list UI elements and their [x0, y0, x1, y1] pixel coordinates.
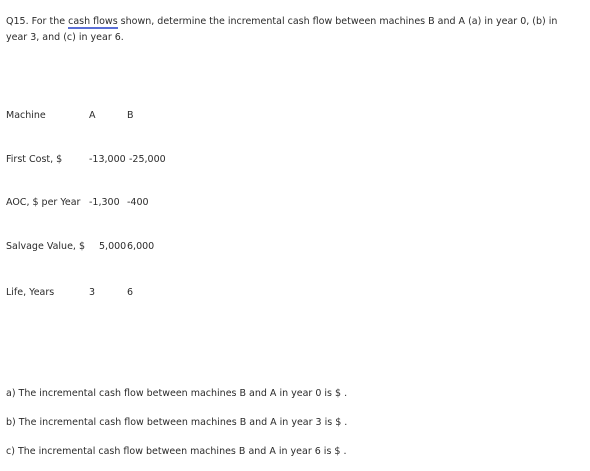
row-value-b: 6,000 — [127, 241, 155, 252]
header-machine-a: A — [89, 110, 96, 121]
row-value-a: -13,000 — [89, 154, 126, 165]
header-machine-b: B — [127, 110, 134, 121]
row-label: Salvage Value, $ — [6, 241, 86, 252]
question-line-1: Q15. For the cash flows shown, determine the incremental cash flow between machines B and A (a) in year 0, (b) in — [6, 16, 558, 27]
row-value-b: 6 — [127, 287, 134, 298]
cash-flows-link[interactable]: cash flows — [68, 16, 118, 27]
row-label: AOC, $ per Year — [6, 197, 81, 208]
row-value-a: 3 — [89, 287, 96, 298]
question-line-2: year 3, and (c) in year 6. — [6, 32, 124, 43]
row-label: First Cost, $ — [6, 154, 63, 165]
row-value-a: 5,000 — [99, 241, 127, 252]
row-label: Life, Years — [6, 287, 55, 298]
answer-b: b) The incremental cash flow between machines B and A in year 3 is $ . — [6, 417, 348, 428]
answer-a: a) The incremental cash flow between machines B and A in year 0 is $ . — [6, 388, 348, 399]
question-text — [6, 14, 586, 46]
row-value-b: -25,000 — [129, 154, 166, 165]
answer-c: c) The incremental cash flow between machines B and A in year 6 is $ . — [6, 446, 347, 457]
row-value-a: -1,300 — [89, 197, 120, 208]
header-machine-label: Machine — [6, 110, 46, 121]
row-value-b: -400 — [127, 197, 149, 208]
